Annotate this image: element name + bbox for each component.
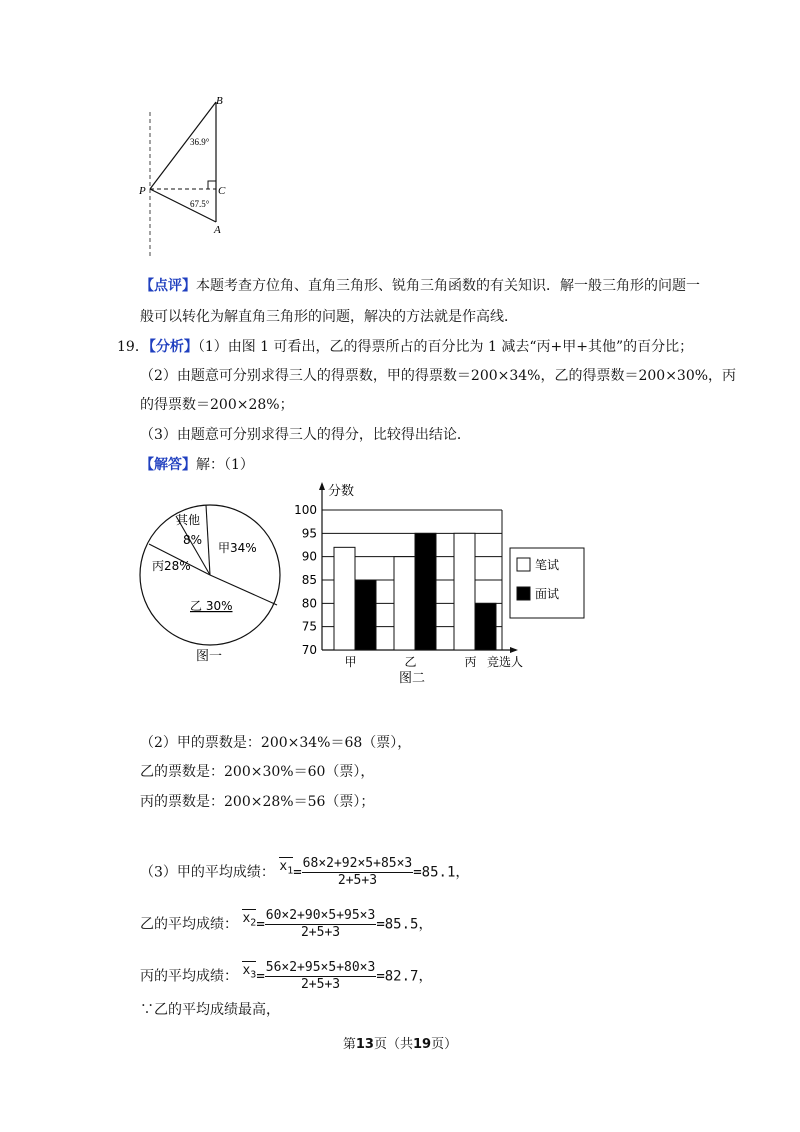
part3-jia: （3）甲的平均成绩： $x_1=$ $\frac{68\times 2+92\times 5+85\times 3}{2+5+3}$ =85.1， <box>140 856 470 888</box>
analysis-text-3: 的得票数＝200×28%； <box>140 397 294 413</box>
x-axis-arrow <box>510 647 518 653</box>
y-tick-label: 95 <box>301 526 317 541</box>
y-axis-arrow <box>319 482 325 490</box>
bing-label: 丙的平均成绩： <box>140 968 238 985</box>
page-footer: 第13页（共19页） <box>342 1037 458 1052</box>
bar <box>394 557 415 650</box>
category-label: 甲 <box>344 655 357 669</box>
q19-analysis-line-2 <box>140 366 736 386</box>
pie-label-yi: 乙 30% <box>190 599 233 613</box>
y-tick-label: 75 <box>301 619 317 634</box>
analysis-text-4: （3）由题意可分别求得三人的得分，比较得出结论． <box>140 427 471 443</box>
triangle-figure <box>130 90 240 260</box>
legend-label: 笔试 <box>535 558 560 572</box>
part2-text-2: 乙的票数是：200×30%＝60（票）， <box>140 764 375 780</box>
pie-label-bing: 丙28% <box>152 559 191 573</box>
conclusion-text: ∵乙的平均成绩最高， <box>140 1002 280 1018</box>
yi-mean-symbol: $x_2$ <box>242 910 257 929</box>
analysis-tag: 【分析】 <box>148 339 198 355</box>
part2-line-1 <box>140 733 411 753</box>
q19-analysis-line-3 <box>140 395 294 415</box>
y-axis-label: 分数 <box>328 484 355 499</box>
pie-label-other-1: 其他 <box>176 513 201 527</box>
analysis-text-2: （2）由题意可分别求得三人的得票数，甲的得票数＝200×34%，乙的得票数＝200×30%，丙 <box>140 368 737 384</box>
bing-mean-symbol: $x_3$ <box>242 962 257 981</box>
yi-result: =85.5， <box>376 916 433 933</box>
bar <box>334 547 355 650</box>
part2-text-1: （2）甲的票数是：200×34%＝68（票）， <box>140 735 412 751</box>
part2-line-2 <box>140 762 374 782</box>
review-text-1: 本题考查方位角、直角三角形、锐角三角函数的有关知识．解一般三角形的问题一 <box>196 278 700 294</box>
legend-label: 面试 <box>535 587 560 601</box>
q19-analysis-line-4 <box>140 425 471 445</box>
bing-result: =82.7， <box>376 968 433 985</box>
bing-fraction <box>265 960 377 993</box>
bar <box>415 533 436 650</box>
jia-fraction <box>302 856 414 889</box>
bing-numerator: 56×2+95×5+80×3 <box>265 960 376 975</box>
yi-numerator: 60×2+90×5+95×3 <box>265 908 376 923</box>
review-line-2 <box>140 307 518 327</box>
answer-tag: 【解答】 <box>140 457 196 473</box>
total-pages: 19 <box>413 1037 432 1052</box>
bing-denominator: 2+5+3 <box>300 977 341 992</box>
bar-chart <box>292 478 602 688</box>
part3-bing: 丙的平均成绩： $x_3=$ $\frac{56\times 2+95\times 5+80\times 3}{2+5+3}$ =82.7， <box>140 960 433 992</box>
legend-swatch <box>517 558 530 571</box>
jia-denominator: 2+5+3 <box>337 873 378 888</box>
yi-label: 乙的平均成绩： <box>140 916 238 933</box>
y-tick-label: 85 <box>301 573 317 587</box>
angle-label-bottom: 67.5° <box>190 199 210 209</box>
yi-denominator: 2+5+3 <box>300 925 341 940</box>
category-label: 乙 <box>404 655 417 669</box>
part2-text-3: 丙的票数是：200×28%＝56（票）； <box>140 794 375 810</box>
pie-label-jia: 甲34% <box>218 541 257 555</box>
bar <box>475 603 496 650</box>
pie-chart <box>138 498 288 673</box>
jia-mean-symbol: $x_1$ <box>279 858 294 877</box>
current-page: 13 <box>355 1037 374 1052</box>
y-tick-label: 90 <box>301 549 317 564</box>
jia-result: =85.1， <box>413 864 470 881</box>
category-label: 丙 <box>464 655 477 669</box>
review-line-1 <box>140 276 700 296</box>
legend-swatch <box>517 587 530 600</box>
answer-intro: 解：（1） <box>196 457 254 473</box>
part2-line-3 <box>140 792 374 812</box>
jia-numerator: 68×2+92×5+85×3 <box>302 856 413 871</box>
label-a: A <box>214 224 221 236</box>
q19-answer-line <box>140 455 254 475</box>
pie-label-other-2: 8% <box>183 533 203 547</box>
bar <box>355 580 376 650</box>
jia-label: （3）甲的平均成绩： <box>140 864 275 881</box>
part3-conclusion <box>140 1000 280 1020</box>
y-tick-label: 100 <box>294 503 317 517</box>
part3-yi: 乙的平均成绩： $x_2=$ $\frac{60\times 2+90\times 5+95\times 3}{2+5+3}$ =85.5， <box>140 908 433 940</box>
y-tick-label: 70 <box>301 643 317 657</box>
analysis-text-1: （1）由图 1 可看出，乙的得票所占的百分比为 1 减去“丙+甲+其他”的百分比； <box>197 339 694 355</box>
label-p: P <box>139 185 146 197</box>
yi-fraction <box>265 908 377 941</box>
label-c: C <box>218 185 226 197</box>
bar <box>454 533 475 650</box>
pie-caption: 图一 <box>196 649 223 664</box>
review-tag: 【点评】 <box>140 278 196 294</box>
angle-label-top: 36.9° <box>190 137 210 147</box>
bar-chart-caption: 图二 <box>398 671 426 686</box>
x-axis-label: 竞选人 <box>487 655 524 669</box>
y-tick-label: 80 <box>301 596 317 611</box>
label-b: B <box>216 95 223 107</box>
review-text-2: 般可以转化为解直角三角形的问题，解决的方法就是作高线． <box>140 309 518 325</box>
q19-analysis-line-1 <box>117 337 693 357</box>
question-number: 19． <box>117 339 149 355</box>
